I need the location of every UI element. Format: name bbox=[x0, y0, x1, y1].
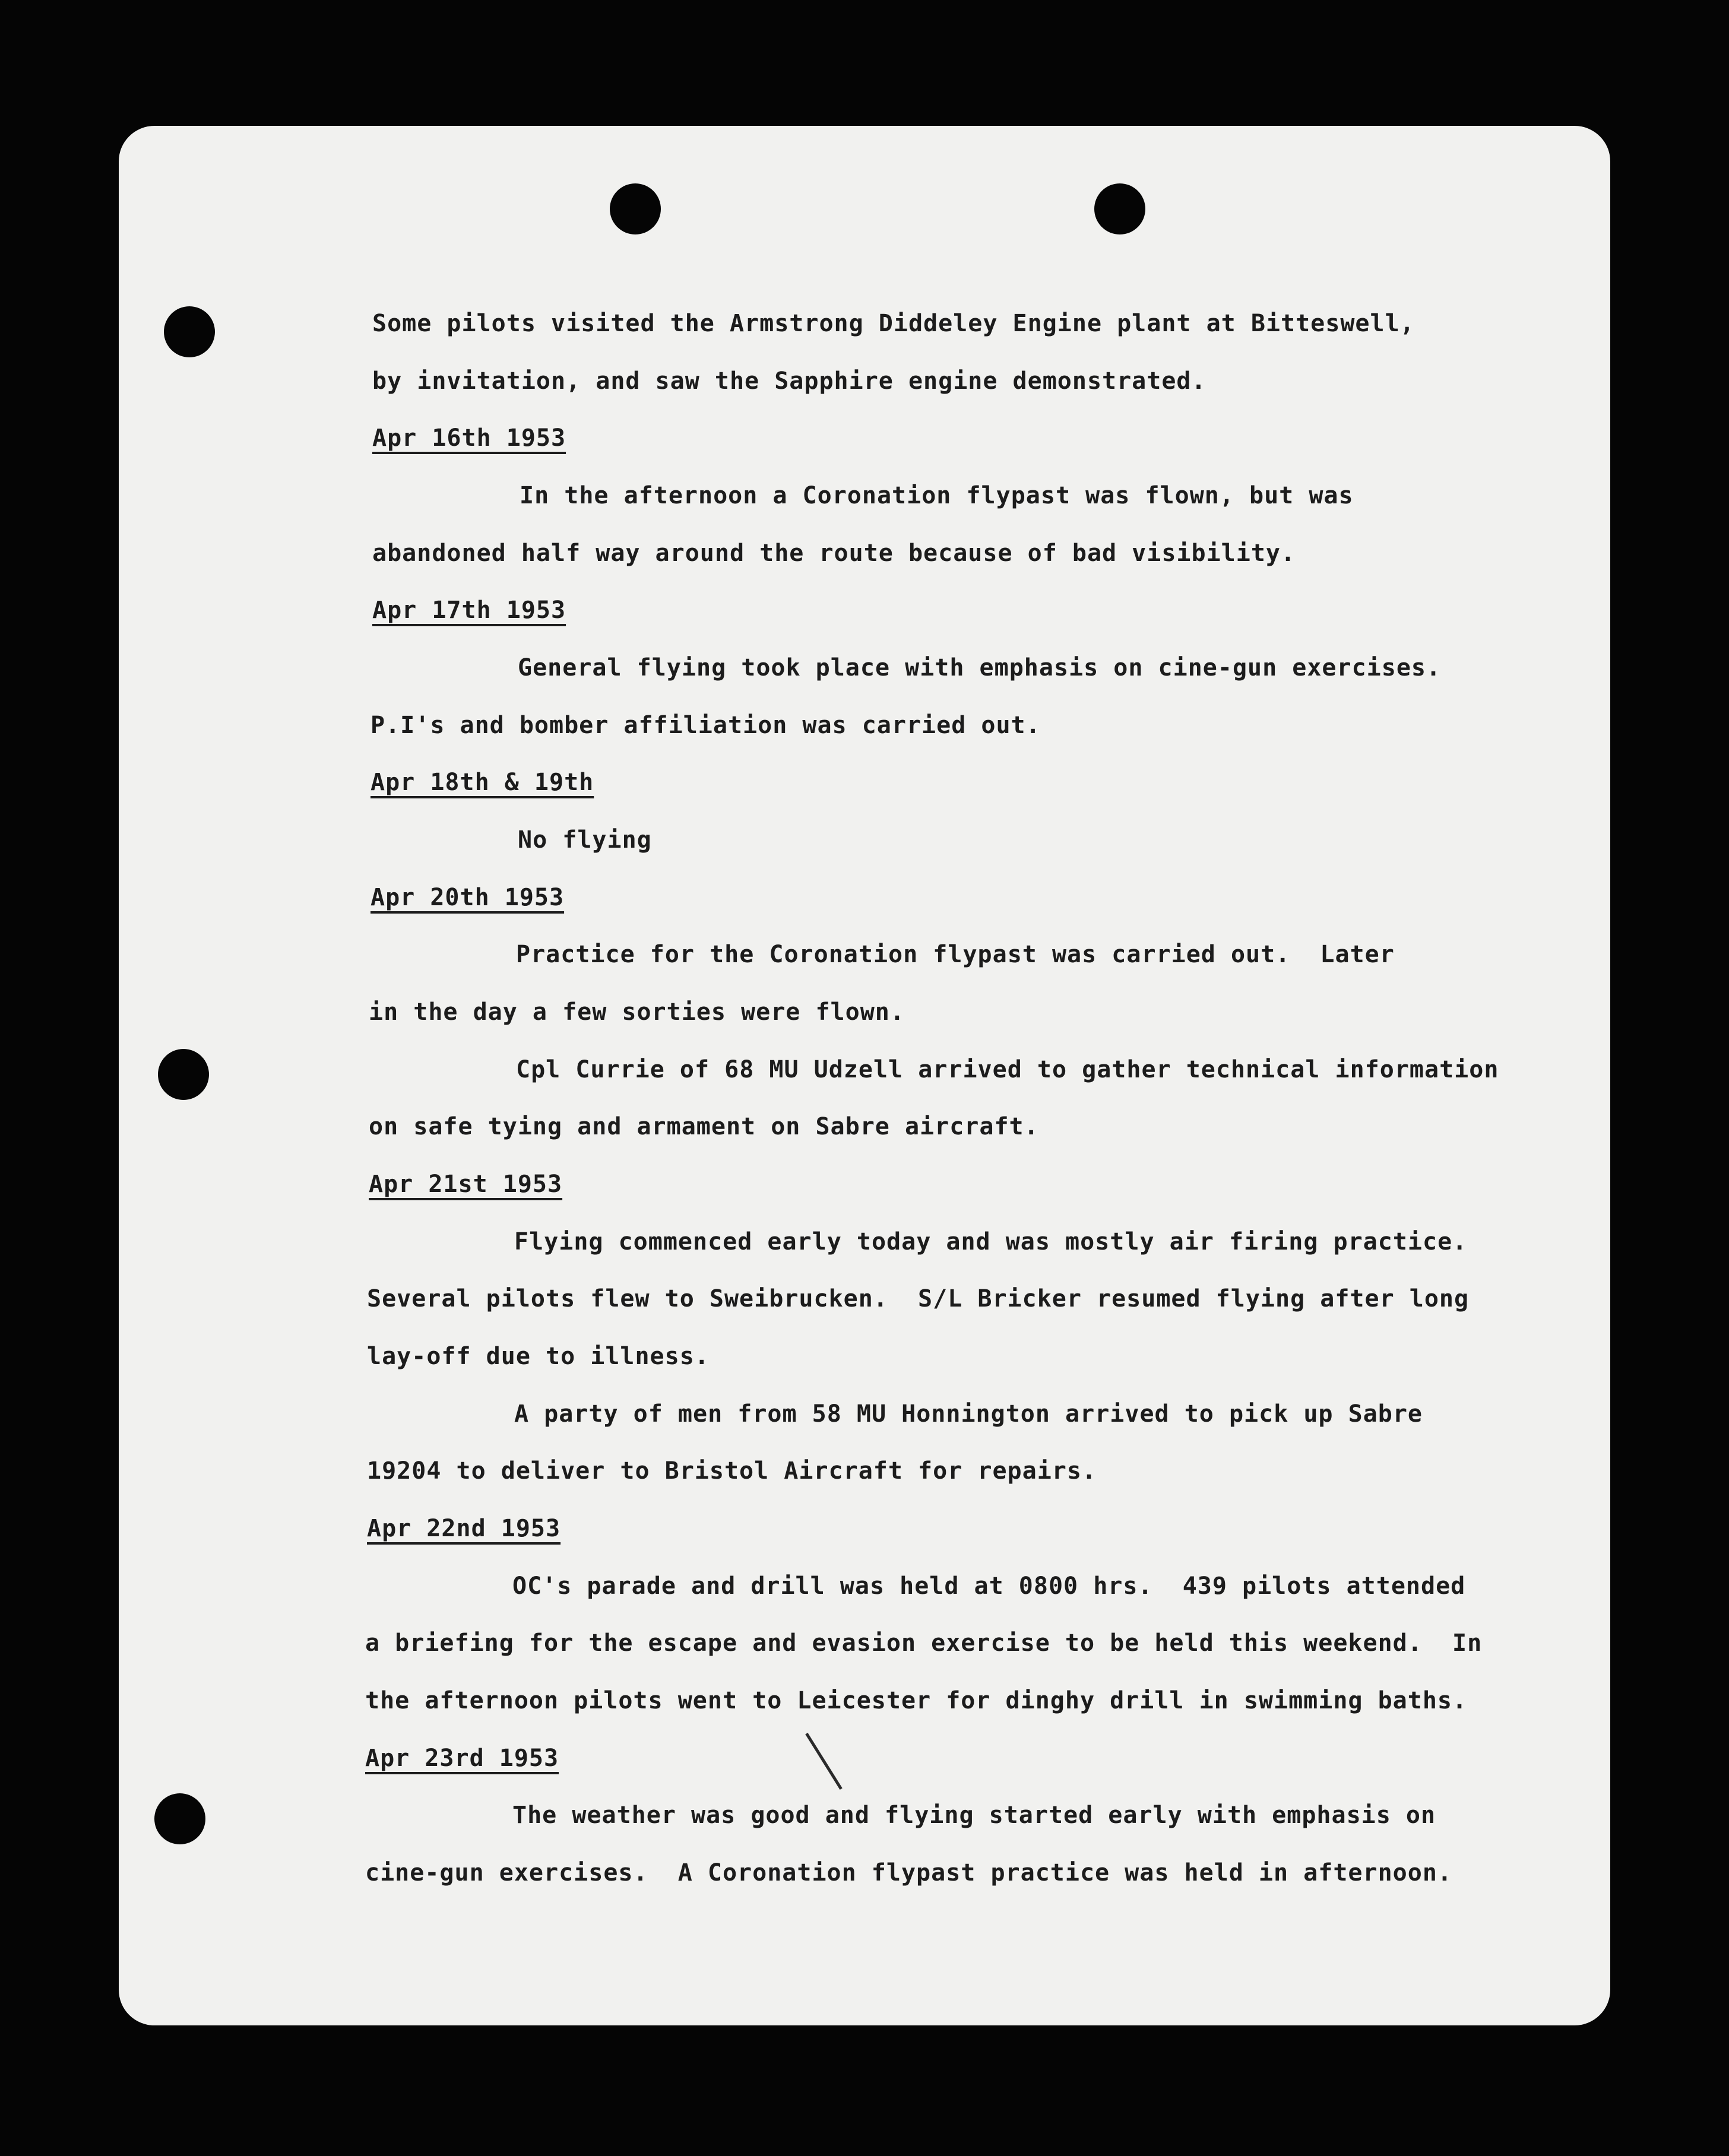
text-line: on safe tying and armament on Sabre aircraft. bbox=[369, 1113, 1039, 1140]
date-heading: Apr 21st 1953 bbox=[369, 1171, 563, 1198]
date-heading: Apr 23rd 1953 bbox=[365, 1745, 559, 1772]
text-line: The weather was good and flying started early with emphasis on bbox=[512, 1802, 1436, 1829]
text-line: Several pilots flew to Sweibrucken. S/L Bricker resumed flying after long bbox=[367, 1285, 1470, 1312]
date-heading: Apr 17th 1953 bbox=[372, 597, 566, 624]
date-heading: Apr 16th 1953 bbox=[372, 424, 566, 452]
document-page bbox=[119, 126, 1610, 2025]
text-line: by invitation, and saw the Sapphire engine demonstrated. bbox=[372, 367, 1206, 395]
text-line: A party of men from 58 MU Honnington arrived to pick up Sabre bbox=[514, 1400, 1423, 1428]
date-heading: Apr 18th & 19th bbox=[370, 769, 594, 796]
text-line: P.I's and bomber affiliation was carried out. bbox=[370, 712, 1041, 739]
date-heading: Apr 20th 1953 bbox=[370, 884, 565, 911]
text-line: 19204 to deliver to Bristol Aircraft for repairs. bbox=[367, 1457, 1097, 1485]
text-line: in the day a few sorties were flown. bbox=[369, 998, 905, 1026]
text-line: cine-gun exercises. A Coronation flypast practice was held in afternoon. bbox=[365, 1859, 1452, 1886]
text-line: Some pilots visited the Armstrong Diddeley Engine plant at Bitteswell, bbox=[372, 310, 1415, 337]
text-line: lay-off due to illness. bbox=[367, 1343, 710, 1370]
date-heading: Apr 22nd 1953 bbox=[367, 1515, 561, 1542]
text-line: General flying took place with emphasis on cine-gun exercises. bbox=[518, 654, 1442, 681]
text-line: No flying bbox=[518, 826, 652, 854]
text-line: a briefing for the escape and evasion exercise to be held this weekend. In bbox=[365, 1629, 1483, 1657]
text-line: Practice for the Coronation flypast was carried out. Later bbox=[516, 941, 1395, 968]
text-line: the afternoon pilots went to Leicester for dinghy drill in swimming baths. bbox=[365, 1687, 1468, 1714]
text-line: Flying commenced early today and was mostly air firing practice. bbox=[514, 1228, 1468, 1255]
text-line: OC's parade and drill was held at 0800 hrs. 439 pilots attended bbox=[512, 1572, 1466, 1600]
typed-log-text bbox=[119, 126, 1610, 2025]
text-line: In the afternoon a Coronation flypast was flown, but was bbox=[520, 482, 1354, 509]
text-line: abandoned half way around the route because of bad visibility. bbox=[372, 540, 1296, 567]
text-line: Cpl Currie of 68 MU Udzell arrived to gather technical information bbox=[516, 1056, 1499, 1083]
